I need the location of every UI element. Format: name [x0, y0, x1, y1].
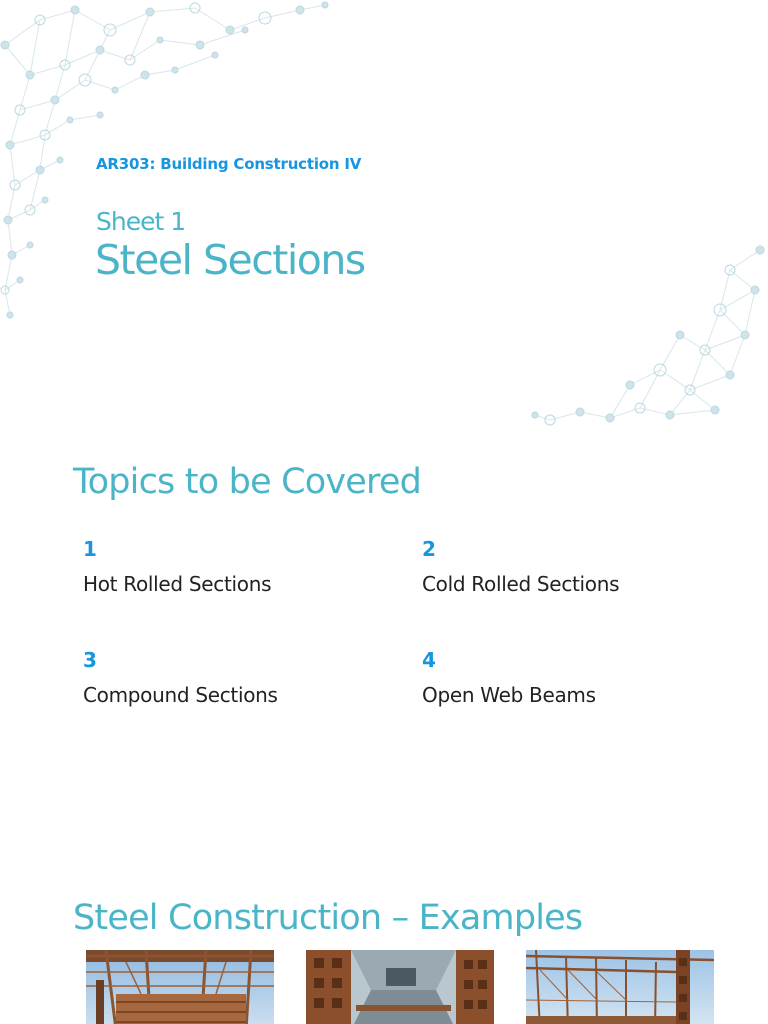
- examples-slide: [0, 865, 768, 1024]
- steel-construction-photo-2: [306, 950, 494, 1024]
- topic-item-3: [83, 648, 278, 707]
- topics-title: Topics to be Covered: [73, 462, 421, 502]
- sheet-label: Sheet 1: [96, 207, 186, 236]
- topic-label: Cold Rolled Sections: [422, 572, 620, 596]
- presentation-title: Steel Sections: [95, 236, 365, 284]
- steel-construction-photo-3: [526, 950, 714, 1024]
- topic-item-1: [83, 537, 271, 596]
- steel-construction-photo-1: [86, 950, 274, 1024]
- examples-title: Steel Construction – Examples: [73, 898, 583, 938]
- network-decoration-bottom-right: [530, 240, 768, 432]
- topic-number: 3: [83, 648, 97, 672]
- topic-label: Compound Sections: [83, 683, 278, 707]
- course-title: AR303: Building Construction IV: [96, 155, 362, 173]
- topic-label: Hot Rolled Sections: [83, 572, 272, 596]
- topics-slide: [0, 432, 768, 865]
- topic-label: Open Web Beams: [422, 683, 596, 707]
- topic-number: 4: [422, 648, 436, 672]
- topic-number: 2: [422, 537, 436, 561]
- topic-item-4: [422, 648, 596, 707]
- title-slide: [0, 0, 768, 432]
- topic-item-2: [422, 537, 619, 596]
- topic-number: 1: [83, 537, 97, 561]
